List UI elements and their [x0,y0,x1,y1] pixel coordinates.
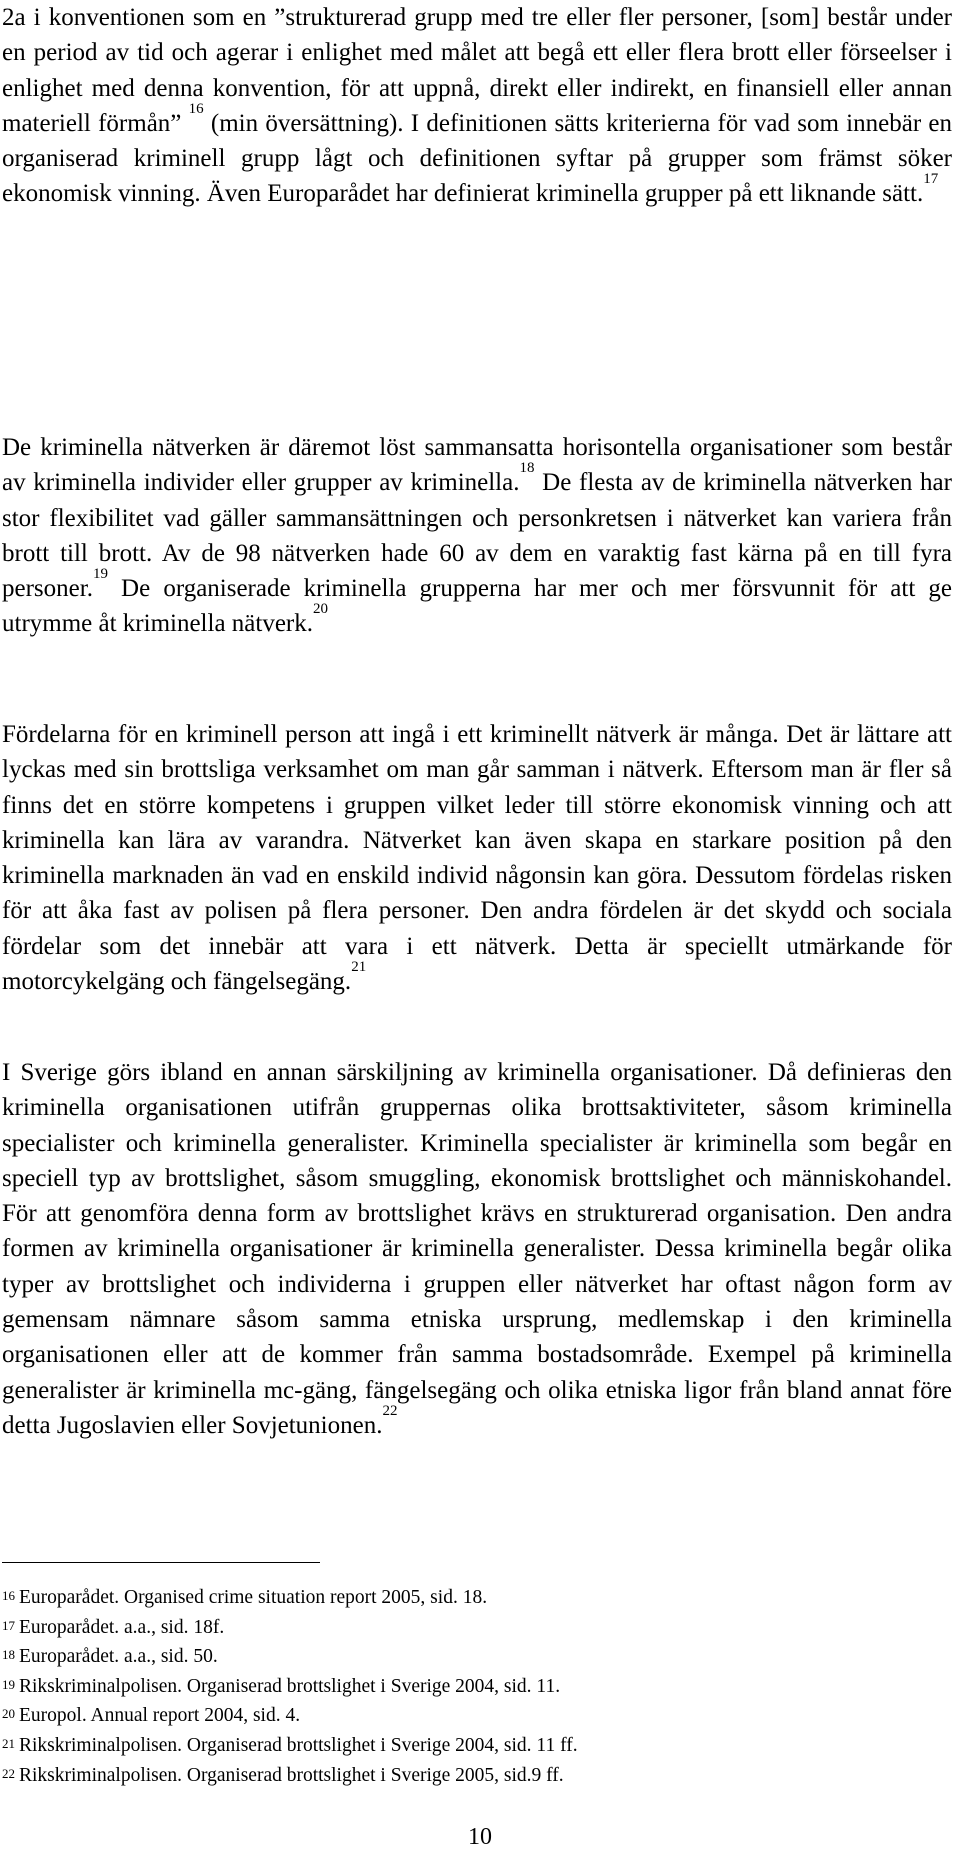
paragraph-text: 2a i konventionen som en ”strukturerad grupp med tre eller fler personer, [som] består under en period av tid och agerar i enlighet med målet att begå ett eller flera brott eller förseelser i enlighet med denna konvention, för att uppnå, direkt eller indirekt, en finansiell eller annan materiell förmån” [2,4,952,137]
footnote-number: 20 [2,1706,15,1722]
footnote-number: 19 [2,1676,15,1692]
footnote-item [2,1761,902,1791]
footnote-number: 16 [2,1588,15,1603]
footnote-item [2,1731,902,1761]
paragraph-text: De flesta av de kriminella nätverken har stor flexibilitet vad gäller sammansättningen och personkretsen i nätverket kan variera från brott till brott. Av de 98 nätverken hade 60 av dem en varaktig fast kärna på en till fyra personer. [2,469,952,603]
footnote-text: Europarådet. Organised crime situation report 2005, sid. 18. [19,1587,488,1608]
footnote-number: 17 [2,1617,15,1633]
paragraph-sweden [2,1055,952,1443]
footnotes-list [2,1583,902,1790]
footnote-item [2,1583,902,1613]
paragraph-text: (min översättning). I definitionen sätts kriterierna för vad som innebär en organiserad kriminell grupp lågt och definitionen syftar på grupper som främst söker ekonomisk vinning. Även Europarådet har definierat kriminella grupper på ett liknande sätt. [2,109,953,208]
footnote-item [2,1642,902,1672]
footnote-text: Rikskriminalpolisen. Organiserad brottslighet i Sverige 2004, sid. 11. [19,1675,561,1697]
paragraph-text: Fördelarna för en kriminell person att ingå i ett kriminellt nätverk är många. Det är lättare att lyckas med sin brottsliga verksamhet om man går samman i nätverk. Eftersom man är fler så finns det en större kompetens i gruppen vilket leder till större ekonomisk vinning och att kriminella kan lära av varandra. Nätverket kan även skapa en starkare position på den kriminella marknaden än vad en enskild individ någonsin kan göra. Dessutom fördelas risken för att åka fast av polisen på flera personer. Den andra fördelen är det skydd och sociala fördelar som det innebär att vara i ett nätverk. Detta är speciellt utmärkande för motorcykelgäng och fängelsegäng. [2,721,952,996]
footnote-ref-19[interactable]: 19 [92,566,108,583]
footnote-text: Europol. Annual report 2004, sid. 4. [19,1705,301,1727]
footnote-text: Rikskriminalpolisen. Organiserad brottslighet i Sverige 2005, sid.9 ff. [19,1764,564,1786]
footnote-number: 21 [2,1735,15,1751]
page-number: 10 [468,1824,492,1850]
footnote-item [2,1672,902,1702]
footnote-item [2,1613,902,1643]
footnote-ref-18[interactable]: 18 [519,460,535,477]
footnote-text: Europarådet. a.a., sid. 18f. [19,1616,225,1638]
paragraph-advantages [2,717,952,999]
footnote-text: Rikskriminalpolisen. Organiserad brottslighet i Sverige 2004, sid. 11 ff. [19,1734,578,1756]
paragraph-definition [2,0,952,212]
paragraph-text: I Sverige görs ibland en annan särskiljning av kriminella organisationer. Då definieras den kriminella organisationen utifrån gruppernas olika brottsaktiviteter, såsom kriminella specialister och kriminella generalister. Kriminella specialister är kriminella som begår en speciell typ av brottslighet, såsom smuggling, ekonomisk brottslighet och människohandel. För att genomföra denna form av brottslighet krävs en strukturerad organisation. Den andra formen av kriminella organisationer är kriminella generalister. Dessa kriminella begår olika typer av brottslighet och individerna i gruppen eller nätverket har oftast någon form av gemensam nämnare såsom samma etniska ursprung, medlemskap i den kriminella organisationen eller att de kommer från samma bostadsområde. Exempel på kriminella generalister är kriminella mc-gäng, fängelsegäng och olika etniska ligor från bland annat före detta Jugoslavien eller Sovjetunionen. [2,1059,952,1439]
footnote-number: 22 [2,1765,15,1781]
footnote-divider [2,1562,320,1563]
footnote-ref-16[interactable]: 16 [188,100,204,117]
footnote-item [2,1701,902,1731]
footnote-ref-22[interactable]: 22 [382,1402,398,1419]
paragraph-text: De organiserade kriminella grupperna har mer och mer försvunnit för att ge utrymme åt kriminella nätverk. [2,575,952,638]
paragraph-text: De kriminella nätverken är däremot löst sammansatta horisontella organisationer som består av kriminella individer eller grupper av kriminella. [2,434,952,497]
footnote-ref-17[interactable]: 17 [923,171,939,188]
paragraph-networks [2,430,952,642]
footnote-ref-21[interactable]: 21 [351,959,367,976]
footnote-number: 18 [2,1647,15,1663]
footnote-ref-20[interactable]: 20 [313,601,329,618]
footnote-text: Europarådet. a.a., sid. 50. [19,1646,218,1668]
